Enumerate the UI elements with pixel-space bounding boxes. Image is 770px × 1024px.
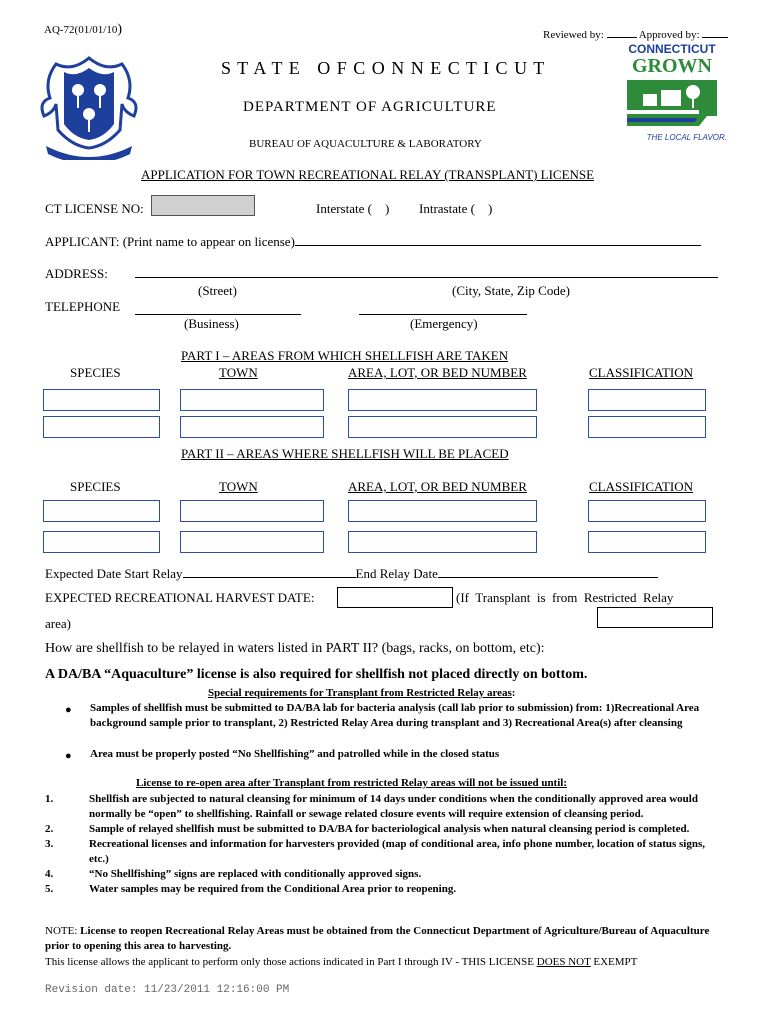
form-title: APPLICATION FOR TOWN RECREATIONAL RELAY (TRANSPLANT) LICENSE	[141, 167, 595, 182]
business-caption: (Business)	[184, 316, 239, 331]
intrastate-option[interactable]: Intrastate ( )	[419, 201, 493, 216]
list-item	[45, 837, 725, 867]
footer-text-a: This license allows the applicant to perform only those actions indicated in Part I through IV - THIS LICENSE	[45, 956, 537, 968]
part1-area-field-1[interactable]	[348, 389, 537, 411]
part2-town-header: TOWN	[219, 479, 258, 494]
state-seal	[34, 50, 144, 160]
special-title	[208, 687, 515, 699]
bullet-icon: ●	[65, 704, 72, 716]
logo-line2: GROWN	[632, 55, 712, 77]
list-item-number: 1.	[45, 793, 54, 805]
relay-start-label: Expected Date Start Relay	[45, 566, 183, 581]
aquaculture-notice: A DA/BA “Aquaculture” license is also required for shellfish not placed directly on bottom.	[45, 667, 588, 682]
list-item-text: Shellfish are subjected to natural cleansing for minimum of 14 days under conditions when the conditionally approved area would normally be “open” to shellfishing. Rainfall or sewage related closure events will require extension of cleansing period.	[89, 793, 698, 820]
list-item-number: 4.	[45, 868, 54, 880]
address-label: ADDRESS:	[45, 266, 108, 281]
address-blank[interactable]	[135, 265, 718, 278]
form-id-text: AQ-72(01/01/10	[44, 24, 118, 36]
part2-classification-header: CLASSIFICATION	[589, 479, 694, 494]
harvest-date-field[interactable]	[337, 587, 453, 608]
street-caption: (Street)	[198, 283, 237, 298]
special-bullet-2	[90, 747, 730, 762]
bullet-icon: ●	[65, 750, 72, 762]
special-bullet-1-text: Samples of shellfish must be submitted to DA/BA lab for bacteria analysis (call lab prior to submission) from: 1)Recreational Area background sample prior to transplant, 2) Restricted Relay Area during transplant and 3) Recreational Area(s) after cleansing	[90, 702, 700, 729]
review-line	[543, 25, 728, 41]
reviewed-label: Reviewed by:	[543, 29, 604, 41]
relay-method-question: How are shellfish to be relayed in waters listed in PART II? (bags, racks, on bottom, etc):	[45, 641, 545, 656]
special-title-colon: :	[511, 687, 516, 699]
part1-species-field-1[interactable]	[43, 389, 160, 411]
part1-area-header: AREA, LOT, OR BED NUMBER	[348, 365, 527, 380]
part2-classification-field-1[interactable]	[588, 500, 706, 522]
note-paragraph	[45, 924, 730, 954]
harvest-note: (If Transplant is from Restricted Relay	[456, 590, 674, 605]
emergency-phone-blank[interactable]	[359, 302, 527, 315]
license-footer	[45, 956, 637, 968]
farm-icon	[617, 76, 727, 134]
list-item	[45, 882, 725, 897]
applicant-label: APPLICANT: (Print name to appear on license)	[45, 234, 295, 249]
harvest-date-label: EXPECTED RECREATIONAL HARVEST DATE:	[45, 590, 315, 605]
logo-tagline: THE LOCAL FLAVOR.	[646, 133, 727, 142]
part2-town-field-1[interactable]	[180, 500, 324, 522]
reopen-title: License to re-open area after Transplant from restricted Relay areas will not be issued until:	[136, 777, 567, 789]
note-prefix: NOTE:	[45, 925, 81, 937]
harvest-date-field-2[interactable]	[597, 607, 713, 628]
part1-town-field-1[interactable]	[180, 389, 324, 411]
relay-start-blank[interactable]	[183, 565, 356, 578]
part1-town-header: TOWN	[219, 365, 258, 380]
department-title: DEPARTMENT OF AGRICULTURE	[243, 99, 497, 115]
part2-title: PART II – AREAS WHERE SHELLFISH WILL BE PLACED	[181, 446, 509, 461]
list-item	[45, 792, 725, 822]
relay-end-blank[interactable]	[438, 565, 658, 578]
revision-date: Revision date: 11/23/2011 12:16:00 PM	[45, 984, 290, 996]
part2-area-field-1[interactable]	[348, 500, 537, 522]
special-title-text: Special requirements for Transplant from Restricted Relay areas	[208, 687, 512, 699]
part1-title: PART I – AREAS FROM WHICH SHELLFISH ARE TAKEN	[181, 348, 509, 363]
part2-area-field-2[interactable]	[348, 531, 537, 553]
part2-area-header: AREA, LOT, OR BED NUMBER	[348, 479, 527, 494]
logo-line1: CONNECTICUT	[628, 42, 716, 56]
list-item-number: 3.	[45, 838, 54, 850]
business-phone-blank[interactable]	[135, 302, 301, 315]
list-item-text: “No Shellfishing” signs are replaced with conditionally approved signs.	[89, 868, 422, 880]
list-item-number: 5.	[45, 883, 54, 895]
seal-icon	[34, 50, 144, 160]
footer-does-not: DOES NOT	[536, 956, 591, 968]
special-bullet-2-text: Area must be properly posted “No Shellfishing” and patrolled while in the closed status	[90, 748, 500, 760]
form-id-paren: )	[117, 22, 122, 37]
note-text: License to reopen Recreational Relay Areas must be obtained from the Connecticut Department of Agriculture/Bureau of Aquaculture prior to opening this area to harvesting.	[45, 925, 710, 952]
part1-area-field-2[interactable]	[348, 416, 537, 438]
part1-classification-field-1[interactable]	[588, 389, 706, 411]
list-item-text: Sample of relayed shellfish must be submitted to DA/BA for bacteriological analysis when natural cleansing period is completed.	[89, 823, 690, 835]
list-item	[45, 867, 725, 882]
part1-species-header: SPECIES	[70, 365, 121, 380]
applicant-line	[45, 233, 701, 250]
part2-species-field-1[interactable]	[43, 500, 160, 522]
relay-end-label: End Relay Date	[355, 566, 438, 581]
city-caption: (City, State, Zip Code)	[452, 283, 570, 298]
ct-grown-logo	[617, 42, 727, 150]
telephone-label: TELEPHONE	[45, 299, 121, 314]
reopen-list	[45, 792, 725, 897]
interstate-option[interactable]: Interstate ( )	[316, 201, 390, 216]
approved-blank[interactable]	[702, 25, 728, 38]
special-bullet-1	[90, 701, 730, 731]
part2-species-header: SPECIES	[70, 479, 121, 494]
part1-classification-field-2[interactable]	[588, 416, 706, 438]
bureau-title: BUREAU OF AQUACULTURE & LABORATORY	[249, 138, 482, 150]
license-label: CT LICENSE NO:	[45, 201, 144, 216]
footer-text-b: EXEMPT	[590, 956, 638, 968]
part2-town-field-2[interactable]	[180, 531, 324, 553]
list-item-text: Recreational licenses and information for harvesters provided (map of conditional area, info phone number, location of status signs, etc.)	[89, 838, 706, 865]
list-item-number: 2.	[45, 823, 54, 835]
form-id	[44, 22, 122, 38]
applicant-name-blank[interactable]	[295, 233, 701, 246]
part1-species-field-2[interactable]	[43, 416, 160, 438]
approved-label: Approved by:	[638, 29, 700, 41]
harvest-note-area: area)	[45, 616, 71, 631]
part1-classification-header: CLASSIFICATION	[589, 365, 694, 380]
part1-town-field-2[interactable]	[180, 416, 324, 438]
state-title: S T A T E O F C O N N E C T I C U T	[221, 58, 546, 78]
license-number-field[interactable]	[151, 195, 255, 216]
part2-species-field-2[interactable]	[43, 531, 160, 553]
reviewed-blank[interactable]	[607, 25, 637, 38]
part2-classification-field-2[interactable]	[588, 531, 706, 553]
list-item-text: Water samples may be required from the Conditional Area prior to reopening.	[89, 883, 457, 895]
list-item	[45, 822, 725, 837]
relay-dates-line	[45, 565, 658, 582]
emergency-caption: (Emergency)	[410, 316, 478, 331]
